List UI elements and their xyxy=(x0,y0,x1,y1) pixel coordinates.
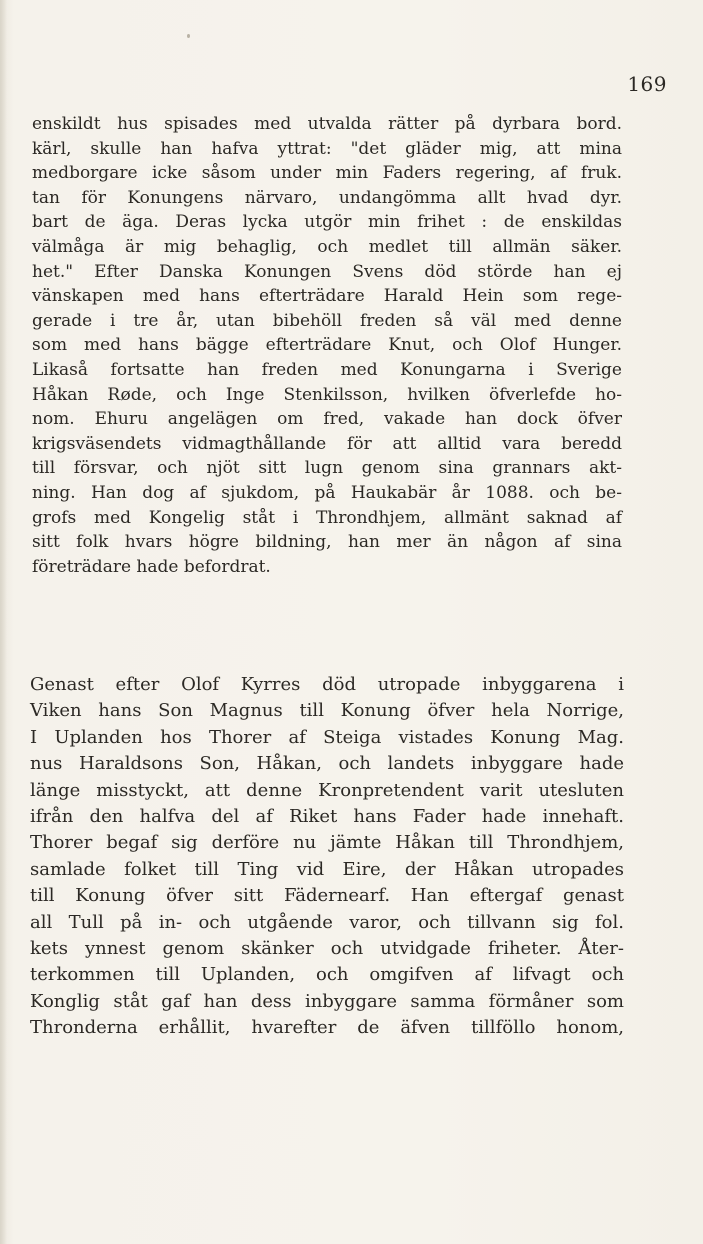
text-line: samlade folket till Ting vid Eire, der Håkan utropades xyxy=(30,858,624,880)
text-line: Konglig ståt gaf han dess inbyggare samma förmåner som xyxy=(30,990,624,1012)
text-line: företrädare hade befordrat. xyxy=(32,556,271,577)
text-line: länge misstyckt, att denne Kronpretendent varit utesluten xyxy=(30,779,624,801)
text-line: Thronderna erhållit, hvarefter de äfven tillföllo honom, xyxy=(30,1017,624,1039)
text-line: ifrån den halfva del af Riket hans Fader hade innehaft. xyxy=(30,805,624,827)
text-line: kets ynnest genom skänker och utvidgade friheter. Åter- xyxy=(30,937,624,959)
text-line: tan för Konungens närvaro, undangömma allt hvad dyr. xyxy=(32,187,622,208)
text-line: medborgare icke såsom under min Faders regering, af fruk. xyxy=(32,163,622,184)
paragraph-2 xyxy=(30,672,624,1041)
text-line: ning. Han dog af sjukdom, på Haukabär år 1088. och be- xyxy=(32,482,622,503)
text-line: sitt folk hvars högre bildning, han mer än någon af sina xyxy=(32,532,622,553)
text-line: nus Haraldsons Son, Håkan, och landets inbyggare hade xyxy=(30,753,624,775)
page-number: 169 xyxy=(627,72,667,96)
text-line: Likaså fortsatte han freden med Konungarna i Sverige xyxy=(32,359,622,380)
text-line: bart de äga. Deras lycka utgör min frihet : de enskildas xyxy=(32,212,622,233)
paragraph-1 xyxy=(32,112,622,579)
text-line: Genast efter Olof Kyrres död utropade inbyggarena i xyxy=(30,674,624,695)
text-line: som med hans bägge efterträdare Knut, och Olof Hunger. xyxy=(32,335,622,356)
text-line: Viken hans Son Magnus till Konung öfver hela Norrige, xyxy=(30,700,624,722)
text-line: Håkan Røde, och Inge Stenkilsson, hvilken öfverlefde ho- xyxy=(32,384,622,405)
text-line: I Uplanden hos Thorer af Steiga vistades Konung Mag. xyxy=(30,726,624,748)
page-gutter-shadow xyxy=(0,0,7,1244)
text-line: Thorer begaf sig derföre nu jämte Håkan till Throndhjem, xyxy=(30,832,624,854)
text-line: välmåga är mig behaglig, och medlet till allmän säker. xyxy=(32,236,622,257)
text-line: vänskapen med hans efterträdare Harald Hein som rege- xyxy=(32,286,622,307)
text-line: enskildt hus spisades med utvalda rätter på dyrbara bord. xyxy=(32,114,622,134)
text-line: all Tull på in- och utgående varor, och tillvann sig fol. xyxy=(30,911,624,933)
text-line: till Konung öfver sitt Fädernearf. Han eftergaf genast xyxy=(30,885,624,907)
text-line: grofs med Kongelig ståt i Throndhjem, allmänt saknad af xyxy=(32,507,622,528)
text-line: krigsväsendets vidmagthållande för att alltid vara beredd xyxy=(32,433,622,454)
paper-speck xyxy=(187,34,190,38)
text-line: kärl, skulle han hafva yttrat: "det gläder mig, att mina xyxy=(32,138,622,159)
text-line: gerade i tre år, utan bibehöll freden så väl med denne xyxy=(32,310,622,331)
text-line: terkommen till Uplanden, och omgifven af lifvagt och xyxy=(30,964,624,986)
text-line: till försvar, och njöt sitt lugn genom sina grannars akt- xyxy=(32,458,622,479)
text-line: het." Efter Danska Konungen Svens död störde han ej xyxy=(32,261,622,282)
text-line: nom. Ehuru angelägen om fred, vakade han dock öfver xyxy=(32,409,622,430)
